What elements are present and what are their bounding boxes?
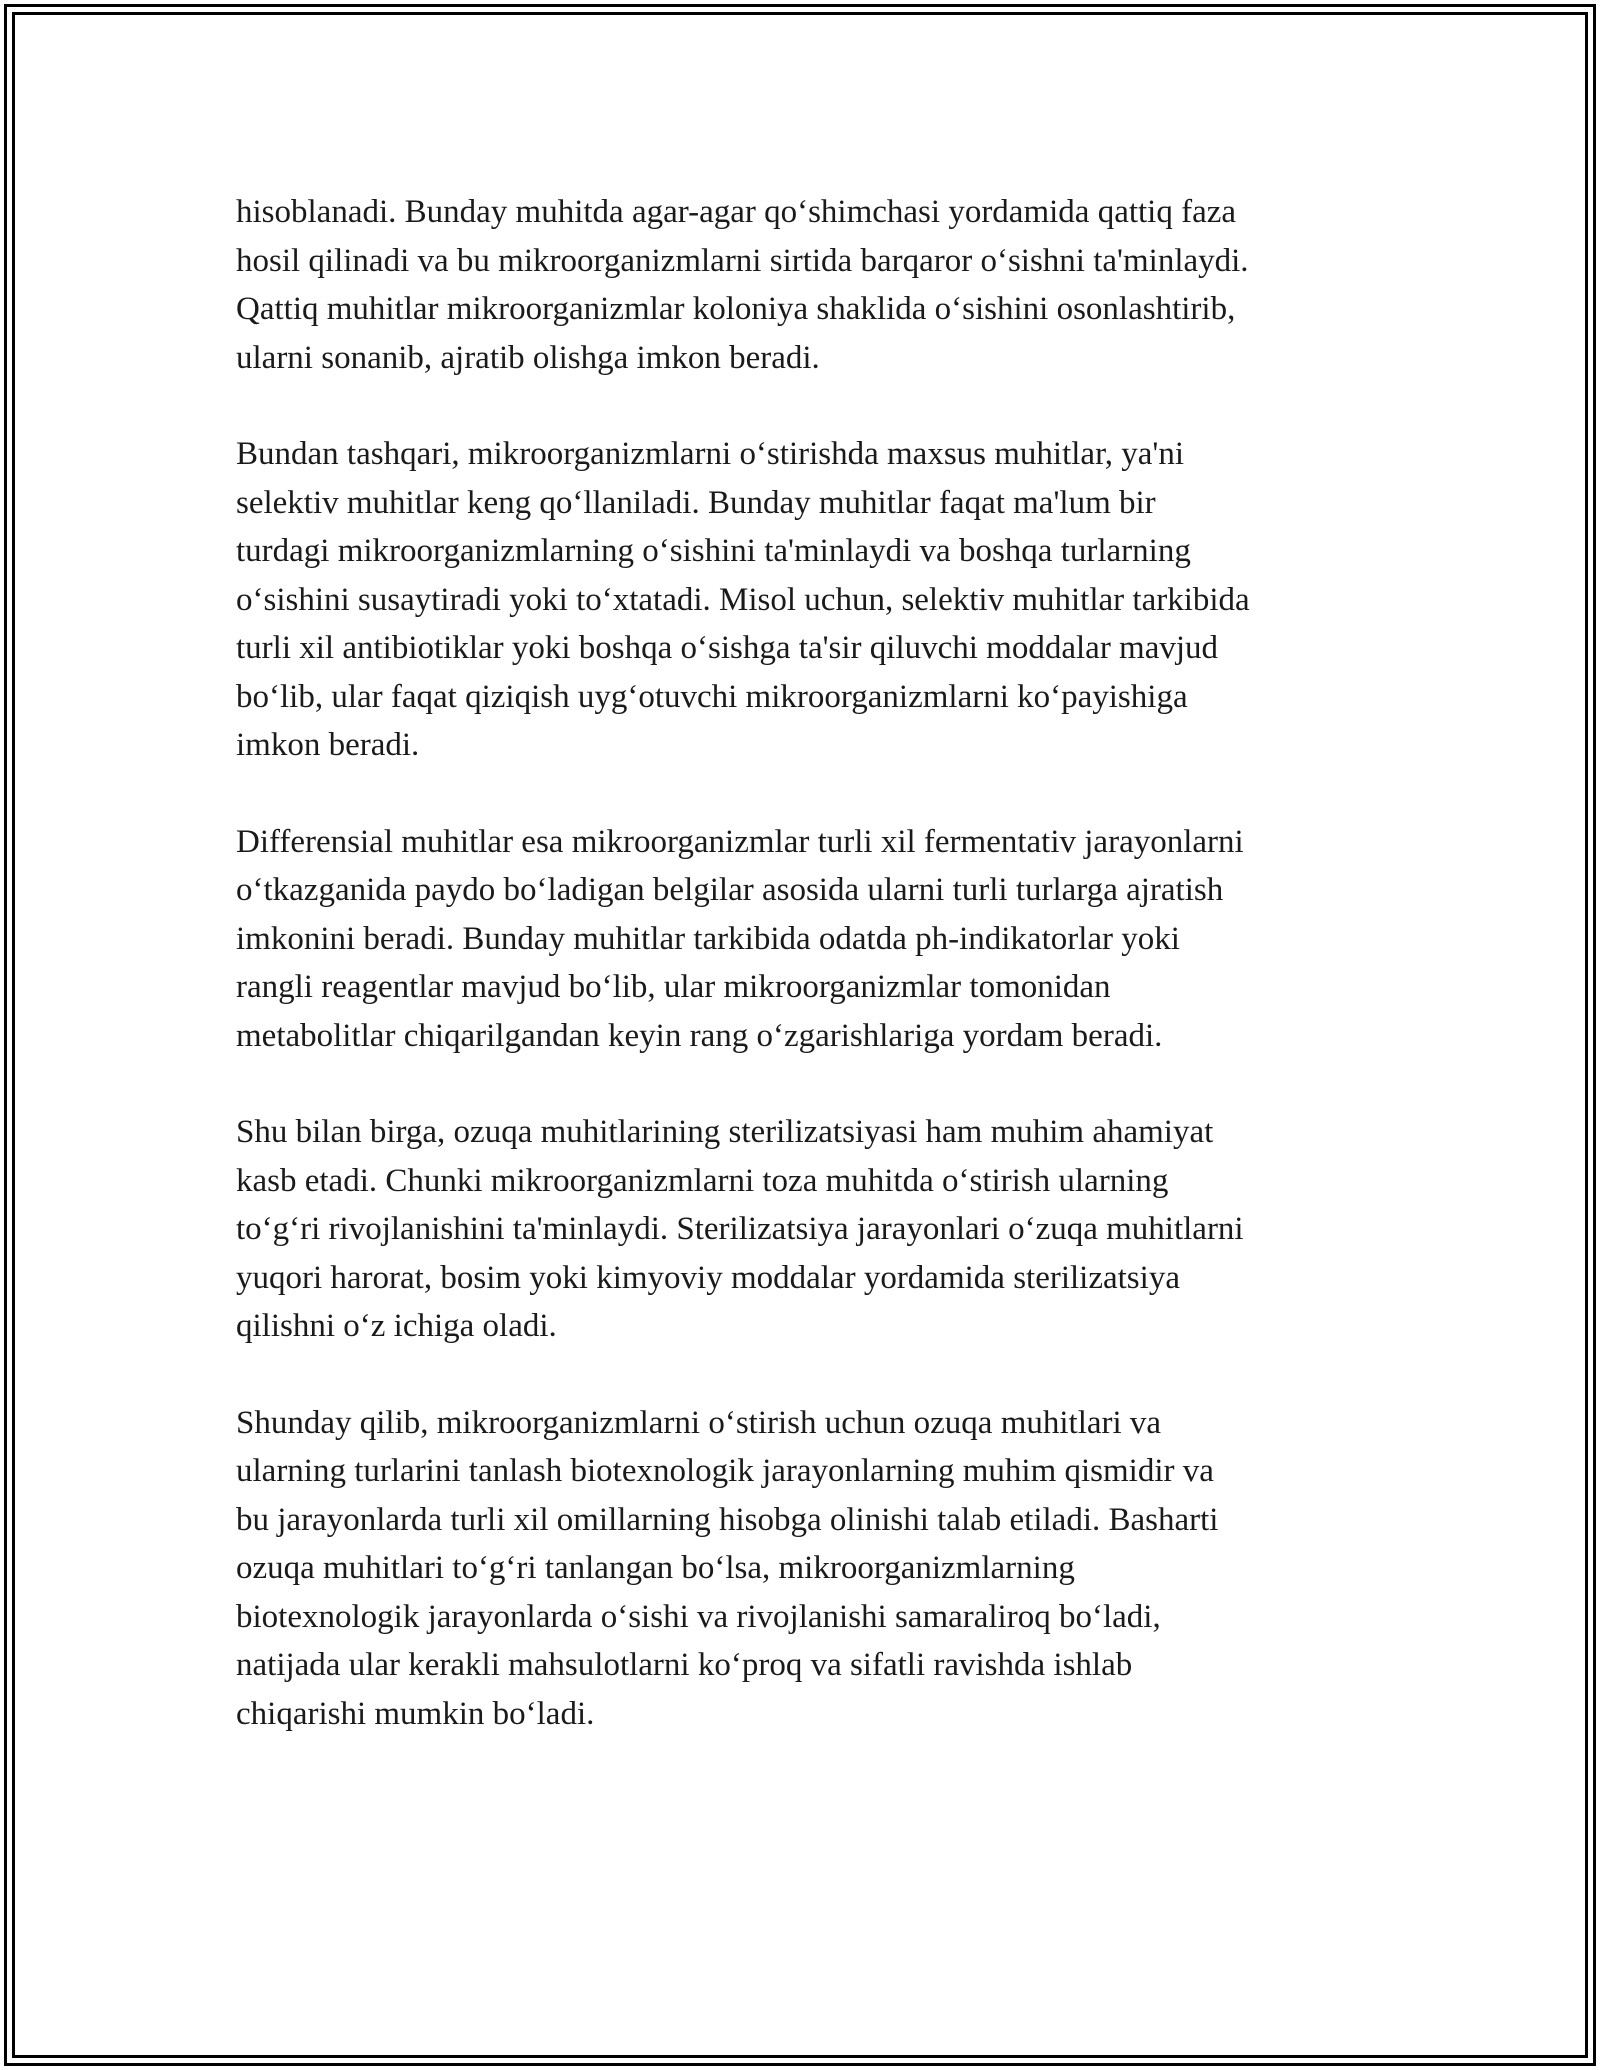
text-line: ularni sonanib, ajratib olishga imkon beradi. bbox=[236, 339, 820, 376]
text-line: turli xil antibiotiklar yoki boshqa o‘sishga ta'sir qiluvchi moddalar mavjud bbox=[236, 630, 1219, 666]
text-line: hisoblanadi. Bunday muhitda agar-agar qo‘shimchasi yordamida qattiq faza bbox=[236, 194, 1237, 230]
text-line: ularning turlarini tanlash biotexnologik jarayonlarning muhim qismidir va bbox=[236, 1453, 1214, 1489]
document-body bbox=[236, 188, 1384, 1786]
text-line: o‘sishini susaytiradi yoki to‘xtatadi. Misol uchun, selektiv muhitlar tarkibida bbox=[236, 581, 1250, 618]
text-line: Differensial muhitlar esa mikroorganizmlar turli xil fermentativ jarayonlarni bbox=[236, 823, 1244, 860]
paragraph-differential-media bbox=[236, 818, 1384, 1061]
text-line: qilishni o‘z ichiga oladi. bbox=[236, 1308, 557, 1344]
text-line: bo‘lib, ular faqat qiziqish uyg‘otuvchi mikroorganizmlarni ko‘payishiga bbox=[236, 678, 1188, 715]
paragraph-sterilization bbox=[236, 1108, 1384, 1351]
text-line: turdagi mikroorganizmlarning o‘sishini ta'minlaydi va boshqa turlarning bbox=[236, 533, 1191, 569]
text-line: Shu bilan birga, ozuqa muhitlarining sterilizatsiyasi ham muhim ahamiyat bbox=[236, 1114, 1214, 1150]
text-line: yuqori harorat, bosim yoki kimyoviy moddalar yordamida sterilizatsiya bbox=[236, 1259, 1180, 1296]
text-line: Bundan tashqari, mikroorganizmlarni o‘stirishda maxsus muhitlar, ya'ni bbox=[236, 436, 1185, 472]
text-line: ozuqa muhitlari to‘g‘ri tanlangan bo‘lsa, mikroorganizmlarning bbox=[236, 1550, 1075, 1586]
paragraph-selective-media bbox=[236, 430, 1384, 770]
text-line: metabolitlar chiqarilgandan keyin rang o‘zgarishlariga yordam beradi. bbox=[236, 1017, 1163, 1054]
text-line: Shunday qilib, mikroorganizmlarni o‘stirish uchun ozuqa muhitlari va bbox=[236, 1404, 1162, 1441]
text-line: selektiv muhitlar keng qo‘llaniladi. Bunday muhitlar faqat ma'lum bir bbox=[236, 484, 1156, 521]
paragraph-conclusion bbox=[236, 1399, 1384, 1739]
text-line: natijada ular kerakli mahsulotlarni ko‘proq va sifatli ravishda ishlab bbox=[236, 1647, 1133, 1683]
text-line: chiqarishi mumkin bo‘ladi. bbox=[236, 1695, 595, 1732]
text-line: imkonini beradi. Bunday muhitlar tarkibida odatda ph-indikatorlar yoki bbox=[236, 920, 1180, 957]
text-line: hosil qilinadi va bu mikroorganizmlarni sirtida barqaror o‘sishni ta'minlaydi. bbox=[236, 242, 1249, 279]
text-line: Qattiq muhitlar mikroorganizmlar koloniya shaklida o‘sishini osonlashtirib, bbox=[236, 291, 1236, 327]
text-line: bu jarayonlarda turli xil omillarning hisobga olinishi talab etiladi. Basharti bbox=[236, 1501, 1219, 1538]
text-line: imkon beradi. bbox=[236, 727, 420, 763]
text-line: rangli reagentlar mavjud bo‘lib, ular mikroorganizmlar tomonidan bbox=[236, 969, 1111, 1005]
text-line: to‘g‘ri rivojlanishini ta'minlaydi. Sterilizatsiya jarayonlari o‘zuqa muhitlarni bbox=[236, 1211, 1244, 1247]
text-line: kasb etadi. Chunki mikroorganizmlarni toza muhitda o‘stirish ularning bbox=[236, 1162, 1169, 1199]
text-line: biotexnologik jarayonlarda o‘sishi va rivojlanishi samaraliroq bo‘ladi, bbox=[236, 1598, 1161, 1635]
text-line: o‘tkazganida paydo bo‘ladigan belgilar asosida ularni turli turlarga ajratish bbox=[236, 872, 1224, 908]
paragraph-solid-media bbox=[236, 188, 1384, 382]
